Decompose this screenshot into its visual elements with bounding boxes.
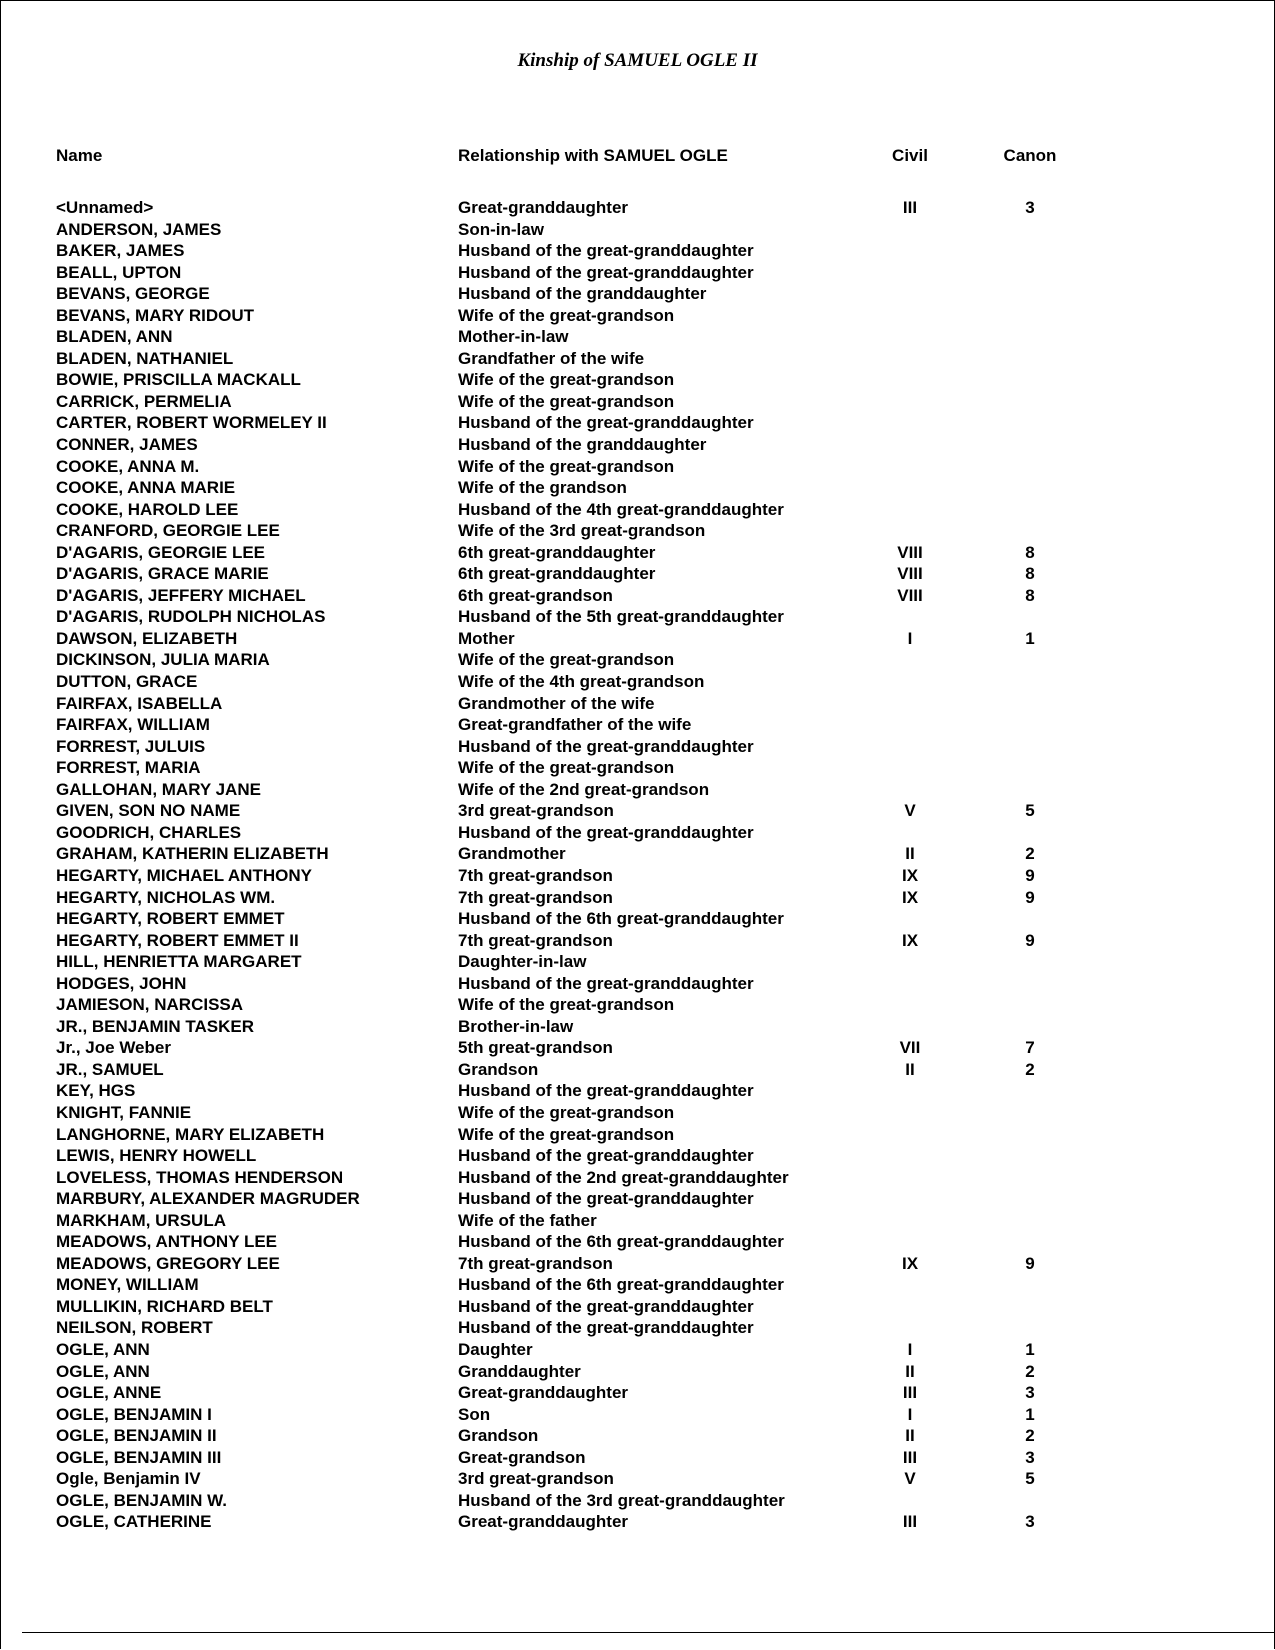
row-relationship: Husband of the great-granddaughter — [458, 736, 754, 756]
row-name: MEADOWS, ANTHONY LEE — [56, 1232, 278, 1252]
table-row — [0, 908, 1275, 930]
row-name: COOKE, ANNA M. — [56, 456, 200, 476]
kinship-table-body — [0, 197, 1275, 1533]
row-civil: I — [907, 1404, 913, 1424]
header-civil: Civil — [892, 146, 928, 165]
table-row — [0, 412, 1275, 434]
table-row — [0, 1425, 1275, 1447]
row-relationship: Daughter-in-law — [458, 952, 587, 972]
table-row — [0, 283, 1275, 305]
table-row — [0, 994, 1275, 1016]
row-relationship: Grandfather of the wife — [458, 348, 645, 368]
row-relationship: Wife of the great-grandson — [458, 1124, 675, 1144]
row-relationship: Wife of the 2nd great-grandson — [458, 779, 710, 799]
table-header — [0, 146, 1275, 170]
row-name: FAIRFAX, WILLIAM — [56, 715, 210, 735]
row-civil: I — [907, 628, 913, 648]
table-row — [0, 585, 1275, 607]
table-row — [0, 369, 1275, 391]
row-relationship: Husband of the great-granddaughter — [458, 241, 754, 261]
row-name: NEILSON, ROBERT — [56, 1318, 213, 1338]
row-relationship: Husband of the great-granddaughter — [458, 1146, 754, 1166]
bottom-rule — [22, 1632, 1274, 1633]
row-relationship: Wife of the great-grandson — [458, 370, 675, 390]
row-name: HEGARTY, NICHOLAS WM. — [56, 887, 276, 907]
row-canon: 8 — [1025, 542, 1035, 562]
table-row — [0, 477, 1275, 499]
row-relationship: Husband of the 4th great-granddaughter — [458, 499, 784, 519]
row-relationship: 5th great-grandson — [458, 1038, 613, 1058]
table-row — [0, 930, 1275, 952]
table-row — [0, 1404, 1275, 1426]
row-relationship: Wife of the 3rd great-grandson — [458, 521, 706, 541]
row-name: MARBURY, ALEXANDER MAGRUDER — [56, 1189, 360, 1209]
row-name: Ogle, Benjamin IV — [56, 1469, 201, 1489]
row-name: D'AGARIS, JEFFERY MICHAEL — [56, 585, 306, 605]
table-row — [0, 714, 1275, 736]
row-relationship: Wife of the great-grandson — [458, 995, 675, 1015]
row-canon: 8 — [1025, 585, 1035, 605]
table-row — [0, 1361, 1275, 1383]
table-row — [0, 693, 1275, 715]
row-relationship: Wife of the great-grandson — [458, 305, 675, 325]
row-name: DUTTON, GRACE — [56, 672, 198, 692]
row-relationship: Great-granddaughter — [458, 1512, 629, 1532]
row-name: MEADOWS, GREGORY LEE — [56, 1253, 280, 1273]
row-relationship: Granddaughter — [458, 1361, 581, 1381]
row-relationship: Daughter — [458, 1339, 533, 1359]
table-row — [0, 671, 1275, 693]
row-civil: III — [902, 1512, 918, 1532]
row-name: DAWSON, ELIZABETH — [56, 628, 238, 648]
row-relationship: Wife of the 4th great-grandson — [458, 672, 705, 692]
row-name: CONNER, JAMES — [56, 435, 198, 455]
table-row — [0, 1037, 1275, 1059]
table-row — [0, 1102, 1275, 1124]
row-name: OGLE, BENJAMIN I — [56, 1404, 212, 1424]
row-relationship: Husband of the great-granddaughter — [458, 1296, 754, 1316]
row-name: BLADEN, ANN — [56, 327, 173, 347]
row-name: GALLOHAN, MARY JANE — [56, 779, 261, 799]
row-name: OGLE, ANN — [56, 1339, 150, 1359]
table-row — [0, 197, 1275, 219]
row-canon: 2 — [1025, 1361, 1035, 1381]
header-relationship: Relationship with SAMUEL OGLE — [458, 146, 728, 165]
table-row — [0, 1317, 1275, 1339]
row-relationship: Grandmother of the wife — [458, 693, 655, 713]
table-row — [0, 563, 1275, 585]
row-relationship: Husband of the 3rd great-granddaughter — [458, 1490, 785, 1510]
row-relationship: Mother — [458, 628, 515, 648]
row-relationship: Husband of the 6th great-granddaughter — [458, 1275, 784, 1295]
header-canon: Canon — [1003, 146, 1057, 165]
table-row — [0, 520, 1275, 542]
row-name: COOKE, HAROLD LEE — [56, 499, 239, 519]
row-relationship: 6th great-grandson — [458, 585, 613, 605]
table-row — [0, 757, 1275, 779]
table-row — [0, 736, 1275, 758]
row-canon: 9 — [1025, 887, 1035, 907]
row-civil: V — [904, 801, 916, 821]
row-relationship: 7th great-grandson — [458, 1253, 613, 1273]
row-relationship: 3rd great-grandson — [458, 801, 614, 821]
table-row — [0, 1016, 1275, 1038]
row-name: DICKINSON, JULIA MARIA — [56, 650, 270, 670]
row-civil: II — [905, 844, 915, 864]
row-name: FAIRFAX, ISABELLA — [56, 693, 223, 713]
row-relationship: 3rd great-grandson — [458, 1469, 614, 1489]
row-relationship: 7th great-grandson — [458, 887, 613, 907]
table-row — [0, 1210, 1275, 1232]
table-row — [0, 1253, 1275, 1275]
document-title: Kinship of SAMUEL OGLE II — [517, 50, 758, 71]
row-canon: 8 — [1025, 564, 1035, 584]
row-name: OGLE, BENJAMIN W. — [56, 1490, 227, 1510]
row-name: Jr., Joe Weber — [56, 1038, 171, 1058]
table-row — [0, 348, 1275, 370]
row-relationship: Husband of the 2nd great-granddaughter — [458, 1167, 789, 1187]
row-canon: 3 — [1025, 198, 1035, 217]
row-name: MULLIKIN, RICHARD BELT — [56, 1296, 273, 1316]
row-relationship: Brother-in-law — [458, 1016, 574, 1036]
table-row — [0, 628, 1275, 650]
row-civil: II — [905, 1426, 915, 1446]
row-relationship: Wife of the great-grandson — [458, 650, 675, 670]
row-name: <Unnamed> — [56, 198, 154, 217]
row-name: CRANFORD, GEORGIE LEE — [56, 521, 280, 541]
row-name: HEGARTY, MICHAEL ANTHONY — [56, 865, 312, 885]
row-name: OGLE, CATHERINE — [56, 1512, 212, 1532]
row-relationship: Husband of the granddaughter — [458, 284, 707, 304]
row-relationship: Wife of the father — [458, 1210, 597, 1230]
row-relationship: Grandson — [458, 1059, 539, 1079]
row-civil: VII — [899, 1038, 921, 1058]
row-name: HILL, HENRIETTA MARGARET — [56, 952, 302, 972]
row-name: FORREST, MARIA — [56, 758, 201, 778]
row-canon: 3 — [1025, 1512, 1035, 1532]
row-canon: 2 — [1025, 844, 1035, 864]
row-civil: III — [902, 1383, 918, 1403]
table-row — [0, 262, 1275, 284]
row-name: ANDERSON, JAMES — [56, 219, 222, 239]
row-civil: III — [902, 198, 918, 217]
row-civil: I — [907, 1339, 913, 1359]
row-relationship: Great-granddaughter — [458, 1383, 629, 1403]
row-relationship: Mother-in-law — [458, 327, 569, 347]
row-name: GRAHAM, KATHERIN ELIZABETH — [56, 844, 329, 864]
row-relationship: Wife of the great-grandson — [458, 758, 675, 778]
row-relationship: Great-grandfather of the wife — [458, 715, 692, 735]
row-relationship: Husband of the great-granddaughter — [458, 822, 754, 842]
table-row — [0, 1296, 1275, 1318]
table-row — [0, 542, 1275, 564]
row-name: LOVELESS, THOMAS HENDERSON — [56, 1167, 344, 1187]
table-row — [0, 219, 1275, 241]
table-row — [0, 1188, 1275, 1210]
table-row — [0, 1145, 1275, 1167]
row-name: OGLE, BENJAMIN II — [56, 1426, 217, 1446]
row-relationship: 7th great-grandson — [458, 930, 613, 950]
row-relationship: Husband of the great-granddaughter — [458, 1189, 754, 1209]
table-row — [0, 973, 1275, 995]
row-name: D'AGARIS, GEORGIE LEE — [56, 542, 266, 562]
row-name: FORREST, JULUIS — [56, 736, 206, 756]
row-relationship: Grandmother — [458, 844, 566, 864]
table-row — [0, 1468, 1275, 1490]
row-name: LEWIS, HENRY HOWELL — [56, 1146, 257, 1166]
row-name: BAKER, JAMES — [56, 241, 185, 261]
row-name: CARRICK, PERMELIA — [56, 391, 232, 411]
row-name: BLADEN, NATHANIEL — [56, 348, 234, 368]
row-name: OGLE, ANN — [56, 1361, 150, 1381]
row-canon: 2 — [1025, 1059, 1035, 1079]
row-relationship: Husband of the great-granddaughter — [458, 1318, 754, 1338]
table-row — [0, 326, 1275, 348]
table-row — [0, 649, 1275, 671]
header-name: Name — [56, 146, 103, 165]
row-name: OGLE, BENJAMIN III — [56, 1447, 222, 1467]
table-row — [0, 499, 1275, 521]
table-row — [0, 456, 1275, 478]
row-canon: 5 — [1025, 801, 1035, 821]
row-canon: 1 — [1025, 628, 1035, 648]
row-civil: II — [905, 1059, 915, 1079]
table-row — [0, 1339, 1275, 1361]
table-row — [0, 1382, 1275, 1404]
table-row — [0, 1231, 1275, 1253]
row-name: HEGARTY, ROBERT EMMET — [56, 909, 285, 929]
row-name: MONEY, WILLIAM — [56, 1275, 199, 1295]
row-canon: 3 — [1025, 1447, 1035, 1467]
row-relationship: Husband of the great-granddaughter — [458, 262, 754, 282]
row-name: JR., SAMUEL — [56, 1059, 164, 1079]
row-canon: 1 — [1025, 1404, 1035, 1424]
row-name: LANGHORNE, MARY ELIZABETH — [56, 1124, 325, 1144]
row-name: BOWIE, PRISCILLA MACKALL — [56, 370, 301, 390]
table-row — [0, 822, 1275, 844]
row-name: COOKE, ANNA MARIE — [56, 478, 236, 498]
row-relationship: Wife of the grandson — [458, 478, 627, 498]
row-civil: IX — [901, 865, 919, 885]
row-civil: V — [904, 1469, 916, 1489]
table-row — [0, 1490, 1275, 1512]
row-relationship: Husband of the 6th great-granddaughter — [458, 1232, 784, 1252]
table-row — [0, 1167, 1275, 1189]
row-relationship: Great-granddaughter — [458, 198, 629, 217]
row-relationship: Wife of the great-grandson — [458, 456, 675, 476]
row-canon: 9 — [1025, 930, 1035, 950]
row-relationship: Husband of the great-granddaughter — [458, 413, 754, 433]
row-civil: IX — [901, 930, 919, 950]
row-name: BEALL, UPTON — [56, 262, 182, 282]
row-relationship: 7th great-grandson — [458, 865, 613, 885]
table-row — [0, 391, 1275, 413]
row-name: OGLE, ANNE — [56, 1383, 162, 1403]
table-row — [0, 1059, 1275, 1081]
row-canon: 7 — [1025, 1038, 1035, 1058]
table-row — [0, 1124, 1275, 1146]
row-name: D'AGARIS, RUDOLPH NICHOLAS — [56, 607, 326, 627]
row-name: JR., BENJAMIN TASKER — [56, 1016, 255, 1036]
table-row — [0, 434, 1275, 456]
row-relationship: Wife of the great-grandson — [458, 1102, 675, 1122]
row-relationship: Wife of the great-grandson — [458, 391, 675, 411]
row-name: KNIGHT, FANNIE — [56, 1102, 192, 1122]
row-name: GIVEN, SON NO NAME — [56, 801, 241, 821]
table-row — [0, 240, 1275, 262]
row-canon: 9 — [1025, 1253, 1035, 1273]
row-canon: 3 — [1025, 1383, 1035, 1403]
row-name: MARKHAM, URSULA — [56, 1210, 226, 1230]
row-relationship: Husband of the great-granddaughter — [458, 1081, 754, 1101]
row-name: BEVANS, MARY RIDOUT — [56, 305, 255, 325]
row-civil: VIII — [897, 542, 923, 562]
row-civil: VIII — [897, 564, 923, 584]
row-relationship: Husband of the 6th great-granddaughter — [458, 909, 784, 929]
row-relationship: Son — [458, 1404, 491, 1424]
table-row — [0, 800, 1275, 822]
table-row — [0, 1080, 1275, 1102]
row-relationship: Great-grandson — [458, 1447, 586, 1467]
table-row — [0, 779, 1275, 801]
row-name: D'AGARIS, GRACE MARIE — [56, 564, 269, 584]
row-civil: III — [902, 1447, 918, 1467]
row-canon: 9 — [1025, 865, 1035, 885]
row-civil: IX — [901, 1253, 919, 1273]
row-canon: 5 — [1025, 1469, 1035, 1489]
table-row — [0, 951, 1275, 973]
row-name: HODGES, JOHN — [56, 973, 187, 993]
row-canon: 1 — [1025, 1339, 1035, 1359]
row-name: BEVANS, GEORGE — [56, 284, 210, 304]
row-name: HEGARTY, ROBERT EMMET II — [56, 930, 299, 950]
row-relationship: 6th great-granddaughter — [458, 564, 656, 584]
row-civil: II — [905, 1361, 915, 1381]
row-civil: VIII — [897, 585, 923, 605]
table-row — [0, 887, 1275, 909]
table-row — [0, 843, 1275, 865]
row-name: JAMIESON, NARCISSA — [56, 995, 244, 1015]
row-relationship: Son-in-law — [458, 219, 544, 239]
row-name: KEY, HGS — [56, 1081, 136, 1101]
row-relationship: 6th great-granddaughter — [458, 542, 656, 562]
table-row — [0, 1274, 1275, 1296]
row-relationship: Husband of the 5th great-granddaughter — [458, 607, 784, 627]
row-name: CARTER, ROBERT WORMELEY II — [56, 413, 327, 433]
row-relationship: Husband of the great-granddaughter — [458, 973, 754, 993]
table-row — [0, 606, 1275, 628]
row-civil: IX — [901, 887, 919, 907]
table-row — [0, 1511, 1275, 1533]
row-name: GOODRICH, CHARLES — [56, 822, 242, 842]
table-row — [0, 1447, 1275, 1469]
table-row — [0, 305, 1275, 327]
row-canon: 2 — [1025, 1426, 1035, 1446]
row-relationship: Grandson — [458, 1426, 539, 1446]
row-relationship: Husband of the granddaughter — [458, 435, 707, 455]
table-row — [0, 865, 1275, 887]
